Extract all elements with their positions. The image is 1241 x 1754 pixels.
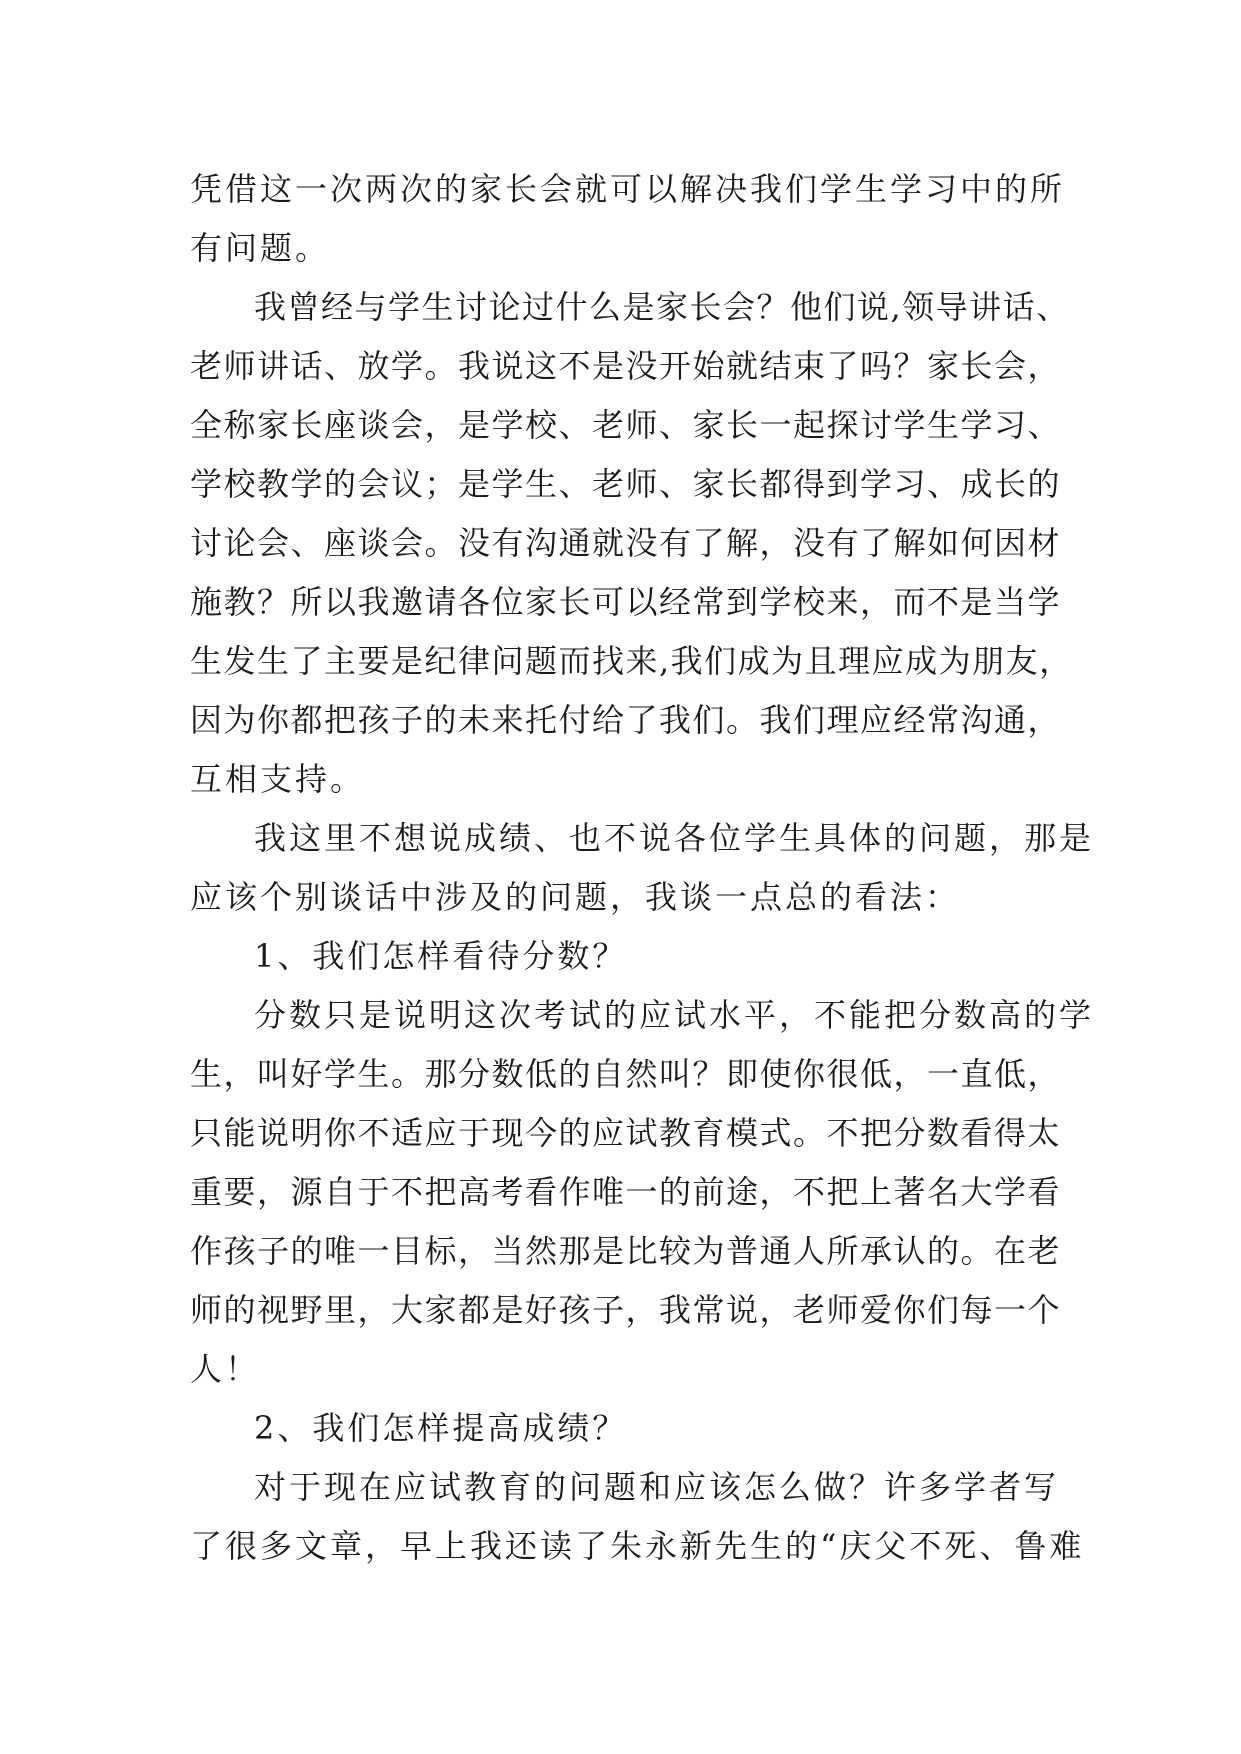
text-line: 有问题。: [190, 229, 331, 267]
text-line: 互相支持。: [190, 760, 366, 798]
text-line: 只能说明你不适应于现今的应试教育模式。不把分数看得太: [190, 1114, 1062, 1152]
text-line: 全称家长座谈会，是学校、老师、家长一起探讨学生学习、: [190, 406, 1062, 444]
text-line: 学校教学的会议；是学生、老师、家长都得到学习、成长的: [190, 465, 1062, 503]
text-line: 生，叫好学生。那分数低的自然叫？即使你很低，一直低，: [190, 1055, 1062, 1093]
section-heading: 2、我们怎样提高成绩？: [254, 1409, 628, 1447]
text-line: 作孩子的唯一目标，当然那是比较为普通人所承认的。在老: [190, 1232, 1062, 1270]
section-heading: 1、我们怎样看待分数？: [254, 937, 628, 975]
text-line: 重要，源自于不把高考看作唯一的前途，不把上著名大学看: [190, 1173, 1062, 1211]
text-line: 因为你都把孩子的未来托付给了我们。我们理应经常沟通，: [190, 701, 1062, 739]
text-line: 讨论会、座谈会。没有沟通就没有了解，没有了解如何因材: [190, 524, 1062, 562]
text-line: 应该个别谈话中涉及的问题，我谈一点总的看法：: [190, 878, 961, 916]
paragraph-start-line: 我曾经与学生讨论过什么是家长会？他们说,领导讲话、: [254, 288, 1070, 326]
body-text: [190, 160, 1095, 1576]
text-line: 老师讲话、放学。我说这不是没开始就结束了吗？家长会，: [190, 347, 1062, 385]
paragraph-start-line: 对于现在应试教育的问题和应该怎么做？许多学者写: [254, 1468, 1060, 1506]
text-line: 了很多文章，早上我还读了朱永新先生的“庆父不死、鲁难: [190, 1527, 1085, 1565]
paragraph-start-line: 分数只是说明这次考试的应试水平，不能把分数高的学: [254, 996, 1095, 1034]
text-line: 师的视野里，大家都是好孩子，我常说，老师爱你们每一个: [190, 1291, 1062, 1329]
text-line: 施教？所以我邀请各位家长可以经常到学校来，而不是当学: [190, 583, 1062, 621]
text-line: 生发生了主要是纪律问题而找来,我们成为且理应成为朋友，: [190, 642, 1073, 680]
text-line: 凭借这一次两次的家长会就可以解决我们学生学习中的所: [190, 170, 1066, 208]
paragraph-start-line: 我这里不想说成绩、也不说各位学生具体的问题，那是: [254, 819, 1095, 857]
text-line: 人！: [190, 1350, 261, 1388]
